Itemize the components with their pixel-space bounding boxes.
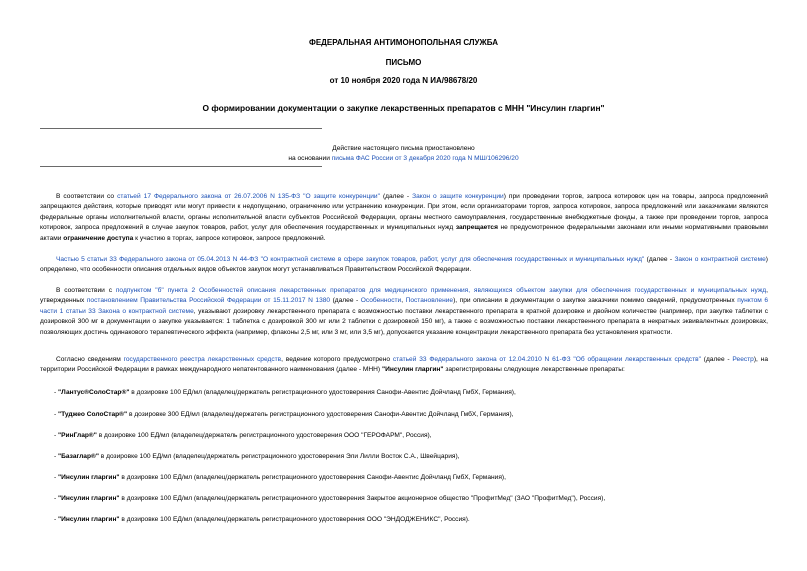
paragraph-4: Согласно сведениям государственного реестра лекарственных средств, ведение которого предусмотрено статьей 33 Федерального закона от 12.04.2010 N 61-ФЗ "Об обращении лекарственных средств" (далее - Реестр), на территории Российской Федерации в рамках международного непатентованного наименования (далее - МНН) "Инсулин гларгин" зарегистрированы следующие лекарственные препараты: <box>40 356 768 374</box>
paragraph-2: Частью 5 статьи 33 Федерального закона от 05.04.2013 N 44-ФЗ "О контрактной системе в сфере закупок товаров, работ, услуг для обеспечения государственных и муниципальных нужд" (далее - Закон о контрактной системе) определено, что особенности описания отдельных видов объектов закупок могут устанавливаться Правительством Российской Федерации. <box>40 256 768 274</box>
document-date-number: от 10 ноября 2020 года N ИА/98678/20 <box>329 76 478 85</box>
drug-registry-link[interactable]: государственного реестра лекарственных средств <box>123 356 282 363</box>
registry-link[interactable]: Реестр <box>732 356 754 363</box>
government-decree-link[interactable]: постановлением Правительства Российской Федерации от 15.11.2017 N 1380 <box>86 297 331 305</box>
list-item: - "Инсулин гларгин" в дозировке 100 ЕД/мл (владелец/держатель регистрационного удостоверения Закрытое акционерное общество "ПрофитМед" (ЗАО "ПрофитМед"), Россия), <box>54 495 606 502</box>
drug-circulation-law-link[interactable]: статьей 33 Федерального закона от 12.04.2010 N 61-ФЗ "Об обращении лекарственных средств" <box>392 356 701 363</box>
divider-bottom <box>40 166 322 167</box>
procurement-law-article-link[interactable]: Частью 5 статьи 33 Федерального закона от 05.04.2013 N 44-ФЗ "О контрактной системе в сфере закупок товаров, работ, услуг для обеспечения государственных и муниципальных нужд" <box>56 256 645 263</box>
features-subparagraph-link[interactable]: подпунктом "б" пункта 2 Особенностей описания лекарственных препаратов для медицинского применения, являющихся объектом закупки для обеспечения государственных и муниципальных нужд <box>115 287 767 294</box>
decree-link[interactable]: Постановление <box>405 297 454 305</box>
paragraph-1: В соответствии со статьей 17 Федерального закона от 26.07.2006 N 135-ФЗ "О защите конкуренции" (далее - Закон о защите конкуренции) при проведении торгов, запроса котировок цен на товары, запроса предложений запрещаются действия, которые приводят или могут привести к недопущению, ограничению или устранению конкуренции. При этом, если организаторами торгов, запроса котировок, запроса предложений или заказчиками являются федеральные органы исполнительной власти, органы исполнительной власти субъектов Российской Федерации, органы местного самоуправления, государственные внебюджетные фонды, а также при проведении торгов, запроса котировок, запроса предложений в случае закупок товаров, работ, услуг для обеспечения государственных и муниципальных нужд запрещается не предусмотренное федеральными законами или иными нормативными правовыми актами ограничение доступа к участию в торгах, запросе котировок, запросе предложений. <box>40 193 768 242</box>
status-note-line2 <box>0 154 807 164</box>
list-item: - "Базаглар®" в дозировке 100 ЕД/мл (владелец/держатель регистрационного удостоверения Эли Лилли Восток С.А., Швейцария), <box>54 453 460 460</box>
procurement-law-link[interactable]: Закон о контрактной системе <box>674 256 766 263</box>
list-item: - "Инсулин гларгин" в дозировке 100 ЕД/мл (владелец/держатель регистрационного удостоверения Санофи-Авентис Дойчланд ГмбХ, Германия), <box>54 474 506 481</box>
paragraph-3: В соответствии с подпунктом "б" пункта 2 Особенностей описания лекарственных препаратов для медицинского применения, являющихся объектом закупки для обеспечения государственных и муниципальных нужд, утвержденных постановлением Правительства Российской Федерации от 15.11.2017 N 1380 (далее - Особенности, Постановление), при описании в документации о закупке заказчики помимо сведений, предусмотренных пунктом 6 части 1 статьи 33 Закона о контрактной системе, указывают дозировку лекарственного препарата с возможностью поставки лекарственного препарата в кратной дозировке и двойном количестве (например, при закупке таблетки с дозировкой 300 мг в документации о закупке указывается: 1 таблетка с дозировкой 300 мг или 2 таблетки с дозировкой 150 мг), а также с возможностью поставки лекарственного препарата в некратных эквивалентных дозировках, позволяющих достичь одинакового терапевтического эффекта (например, флаконы 2,5 мг, или 3 мг, или 3,5 мг), допускается указание концентрации лекарственного препарата без установления кратности. <box>40 287 769 336</box>
list-item: - "Туджео СолоСтар®" в дозировке 300 ЕД/мл (владелец/держатель регистрационного удостоверения Санофи-Авентис Дойчланд ГмбХ, Германия), <box>54 411 514 418</box>
list-item: - "Инсулин гларгин" в дозировке 100 ЕД/мл (владелец/держатель регистрационного удостоверения ООО "ЭНДОДЖЕНИКС", Россия). <box>54 516 470 523</box>
document-subject: О формировании документации о закупке лекарственных препаратов с МНН "Инсулин гларгин" <box>202 103 605 113</box>
competition-law-article-link[interactable]: статьей 17 Федерального закона от 26.07.2006 N 135-ФЗ "О защите конкуренции" <box>117 193 380 200</box>
document-type: ПИСЬМО <box>385 58 422 67</box>
agency-title: ФЕДЕРАЛЬНАЯ АНТИМОНОПОЛЬНАЯ СЛУЖБА <box>309 38 498 47</box>
divider-top <box>40 128 322 129</box>
competition-law-link[interactable]: Закон о защите конкуренции <box>412 193 504 200</box>
status-note-line1: Действие настоящего письма приостановлено <box>332 145 475 152</box>
status-note-prefix: на основании <box>288 155 332 162</box>
suspension-letter-link[interactable]: письма ФАС России от 3 декабря 2020 года N МШ/106296/20 <box>331 155 519 162</box>
list-item: - "Лантус®СолоСтар®" в дозировке 100 ЕД/мл (владелец/держатель регистрационного удостоверения Санофи-Авентис Дойчланд ГмбХ, Германия), <box>54 389 516 396</box>
features-link[interactable]: Особенности <box>360 297 402 305</box>
procurement-law-item-link[interactable]: пунктом 6 части 1 статьи 33 Закона о контрактной системе <box>40 297 769 315</box>
list-item: - "РинГлар®" в дозировке 100 ЕД/мл (владелец/держатель регистрационного удостоверения ООО "ГЕРОФАРМ", Россия), <box>54 432 432 439</box>
